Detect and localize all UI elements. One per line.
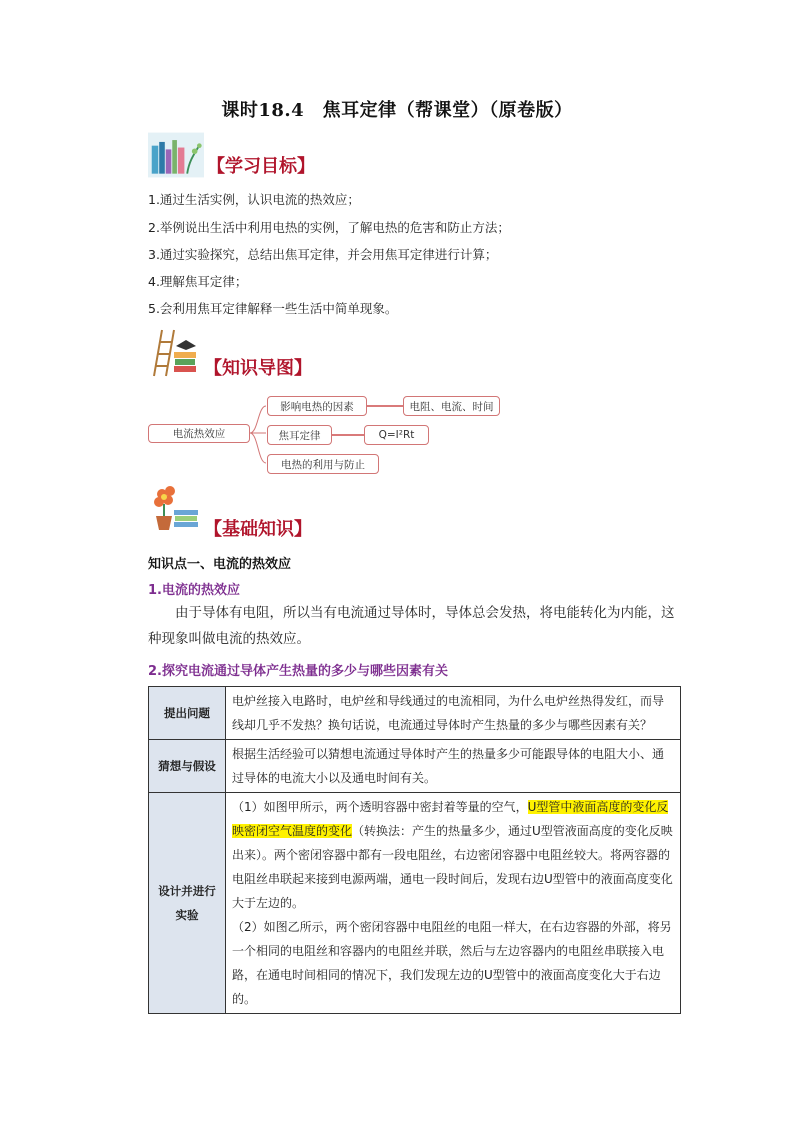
table-label-experiment: 设计并进行实验 — [149, 793, 226, 1014]
objective-item: 5.会利用焦耳定律解释一些生活中简单现象。 — [148, 301, 398, 316]
table-row — [149, 687, 681, 740]
objective-item: 4.理解焦耳定律； — [148, 274, 248, 289]
table-row — [149, 740, 681, 793]
knowledge-point-heading: 知识点一、电流的热效应 — [148, 557, 292, 572]
flower-books-icon — [148, 484, 200, 538]
table-text-hypothesis: 根据生活经验可以猜想电流通过导体时产生的热量多少可能跟导体的电阻大小、通过导体的电流大小以及通电时间有关。 — [226, 740, 681, 793]
paragraph-heat-effect: 由于导体有电阻，所以当有电流通过导体时，导体总会发热，将电能转化为内能，这种现象叫做电流的热效应。 — [148, 605, 675, 647]
page-title: 课时18.4 焦耳定律（帮课堂）（原卷版） — [221, 100, 573, 121]
experiment-table — [148, 686, 681, 1014]
subheading-experiment: 2.探究电流通过导体产生热量的多少与哪些因素有关 — [148, 664, 448, 679]
mindmap-leaf-formula: Q=I²Rt — [364, 425, 429, 445]
objective-item: 2.举例说出生活中利用电热的实例，了解电热的危害和防止方法； — [148, 220, 510, 235]
table-row — [149, 793, 681, 1014]
section-title-basics: 【基础知识】 — [204, 519, 312, 540]
mindmap-root: 电流热效应 — [148, 424, 250, 443]
experiment-text: （1）如图甲所示，两个透明容器中密封着等量的空气， — [232, 800, 528, 814]
experiment-text: （转换法：产生的热量多少，通过U型管液面高度的变化反映出来）。两个密闭容器中都有一段电阻丝，右边密闭容器中电阻丝较大。将两容器的电阻丝串联起来接到电源两端，通电一段时间后，发现右边U型管中的液面高度变化大于左边的。 — [232, 824, 673, 910]
experiment-paragraph-1 — [232, 795, 674, 915]
table-text-question: 电炉丝接入电路时，电炉丝和导线通过的电流相同，为什么电炉丝热得发红，而导线却几乎不发热？换句话说，电流通过导体时产生热量的多少与哪些因素有关？ — [226, 687, 681, 740]
mindmap-node-use-prevent: 电热的利用与防止 — [267, 454, 379, 474]
mindmap-node-joule-law: 焦耳定律 — [267, 425, 332, 445]
subheading-heat-effect: 1.电流的热效应 — [148, 583, 240, 598]
table-text-experiment — [226, 793, 681, 1014]
highlighted-text: U型管中液面高度的变化反映密闭空气温度的变化 — [232, 800, 669, 838]
mindmap-leaf-factors: 电阻、电流、时间 — [403, 396, 500, 416]
table-label-hypothesis: 猜想与假设 — [149, 740, 226, 793]
table-label-question: 提出问题 — [149, 687, 226, 740]
objective-item: 3.通过实验探究，总结出焦耳定律，并会用焦耳定律进行计算； — [148, 247, 498, 262]
objective-item: 1.通过生活实例，认识电流的热效应； — [148, 192, 360, 207]
section-title-objectives: 【学习目标】 — [207, 156, 315, 177]
section-title-mindmap: 【知识导图】 — [204, 358, 312, 379]
experiment-paragraph-2: （2）如图乙所示，两个密闭容器中电阻丝的电阻一样大，在右边容器的外部，将另一个相同的电阻丝和容器内的电阻丝并联，然后与左边容器内的电阻丝串联接入电路，在通电时间相同的情况下，我们发现左边的U型管中的液面高度变化大于右边的。 — [232, 920, 672, 1006]
mindmap-node-factors: 影响电热的因素 — [267, 396, 367, 416]
